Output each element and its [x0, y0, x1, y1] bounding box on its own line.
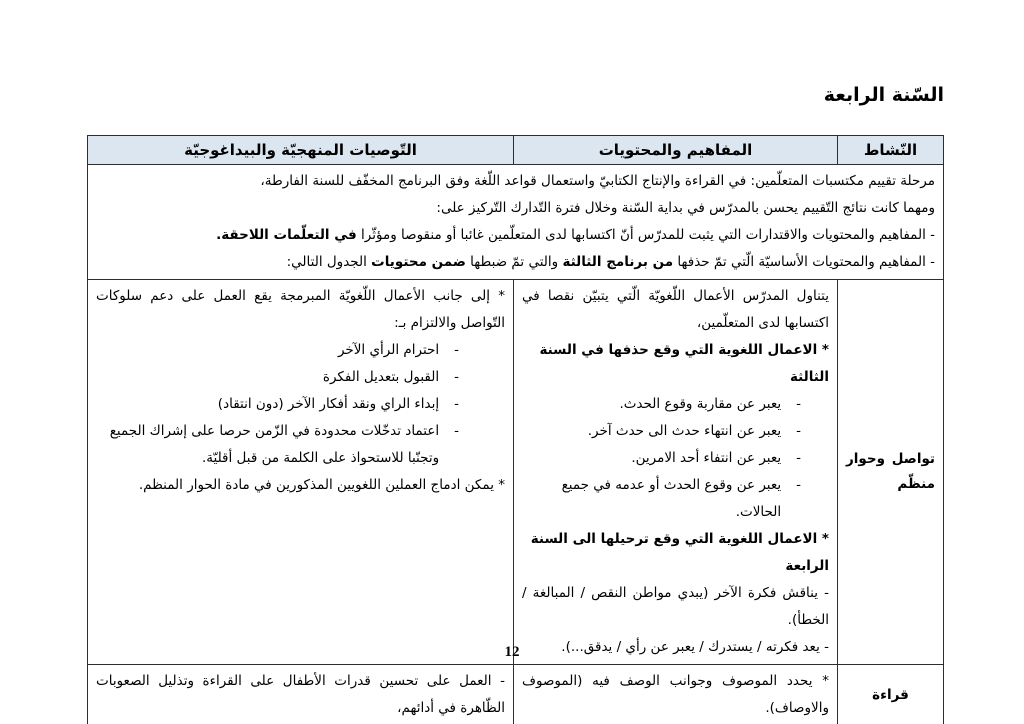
text-line [96, 391, 505, 418]
concepts-cell-reading [514, 665, 838, 724]
text-line [522, 391, 829, 418]
page-title: السّنة الرابعة [823, 84, 944, 106]
text-line: - العمل على تحسين قدرات الأطفال على القراءة وتذليل الصعوبات الظّاهرة في أدائهم، [96, 673, 505, 716]
dash-bullet: - [454, 342, 459, 358]
list-item-text: يعبر عن مقاربة وقوع الحدث. [619, 396, 782, 412]
list-item-text: القبول بتعديل الفكرة [322, 369, 440, 385]
list-item-text: يعبر عن انتفاء أحد الامرين. [631, 450, 782, 466]
dash-bullet: - [796, 450, 801, 466]
page-number: 12 [504, 644, 520, 660]
intro-line-2: ومهما كانت نتائج التّقييم يحسن بالمدرّس في بداية السّنة وخلال فترة التّدارك التّركيز على: [436, 200, 935, 216]
intro-line-1: مرحلة تقييم مكتسبات المتعلّمين: في القراءة والإنتاج الكتابيّ واستعمال قواعد اللّغة وفق البرنامج المخفّف للسنة الفارطة، [260, 173, 935, 189]
text-line: - يناقش فكرة الآخر (يبدي مواطن النقص / المبالغة / الخطأ). [522, 585, 829, 628]
header-activity: النّشاط [838, 136, 944, 165]
intro-line-3-text: - المفاهيم والمحتويات والاقتدارات التي يثبت للمدرّس أنّ اكتسابها لدى المتعلّمين غائبا أو منقوصا ومؤثّرا [356, 227, 935, 243]
text-line: * الاعمال اللغوية التي وقع ترحيلها الى السنة الرابعة [530, 531, 829, 574]
list-item-text: يعبر عن وقوع الحدث أو عدمه في جميع الحالات. [561, 477, 782, 520]
list-item-text: اعتماد تدخّلات محدودة في الزّمن حرصا على إشراك الجميع وتجنّبا للاستحواذ على الكلمة من قبل أقليّة. [109, 423, 440, 466]
concepts-cell-communication [514, 280, 838, 665]
activity-cell-communication: تواصل وحوار منظّم [838, 280, 944, 665]
intro-line-4-bold-b: ضمن محتويات [371, 254, 466, 270]
dash-bullet: - [454, 369, 459, 385]
text-line [522, 418, 829, 445]
intro-line-3 [96, 222, 935, 249]
intro-line-4-text-c: الجدول التالي: [286, 254, 372, 270]
text-line [96, 418, 505, 472]
recommendations-cell-reading [88, 665, 514, 724]
text-line: * إلى جانب الأعمال اللّغويّة المبرمجة يقع العمل على دعم سلوكات التّواصل والالتزام بـ: [96, 288, 505, 331]
intro-row [88, 165, 944, 280]
text-line: * يمكن ادماج العملين اللغويين المذكورين في مادة الحوار المنظم. [138, 477, 505, 493]
text-line: * يحدد الموصوف وجوانب الوصف فيه (الموصوف والاوصاف). [522, 673, 829, 716]
dash-bullet: - [796, 423, 801, 439]
activity-cell-reading: قراءة [838, 665, 944, 724]
intro-line-4-text-a: - المفاهيم والمحتويات الأساسيّة الّتي تمّ حذفها [673, 254, 935, 270]
text-line: - يعد فكرته / يستدرك / يعبر عن رأي / يدقق...). [561, 639, 829, 655]
intro-line-4-bold-a: من برنامج الثالثة [562, 254, 674, 270]
header-recommendations: التّوصيات المنهجيّة والبيداغوجيّة [88, 136, 514, 165]
table-row-reading [88, 665, 944, 724]
list-item-text: يعبر عن انتهاء حدث الى حدث آخر. [587, 423, 782, 439]
text-line [522, 445, 829, 472]
text-line [96, 337, 505, 364]
list-item-text: إبداء الراي ونقد أفكار الآخر (دون انتقاد) [217, 396, 440, 412]
text-line: يتناول المدرّس الأعمال اللّغويّة الّتي يتبيّن نقصا في اكتسابها لدى المتعلّمين، [522, 288, 829, 331]
dash-bullet: - [454, 423, 459, 439]
table-row-communication [88, 280, 944, 665]
recommendations-cell-communication [88, 280, 514, 665]
intro-line-4 [96, 249, 935, 276]
text-line: * الاعمال اللغوية التي وقع حذفها في السنة الثالثة [539, 342, 829, 385]
dash-bullet: - [454, 396, 459, 412]
dash-bullet: - [796, 396, 801, 412]
intro-line-3-bold: في التعلّمات اللاحقة. [216, 227, 357, 243]
intro-line-4-text-b: والتي تمّ ضبطها [465, 254, 563, 270]
text-line [522, 472, 829, 526]
header-concepts: المفاهيم والمحتويات [514, 136, 838, 165]
table-header-row [88, 136, 944, 165]
intro-cell [88, 165, 944, 280]
curriculum-table [87, 135, 944, 724]
text-line [96, 364, 505, 391]
list-item-text: احترام الرأي الآخر [337, 342, 440, 358]
dash-bullet: - [796, 477, 801, 493]
